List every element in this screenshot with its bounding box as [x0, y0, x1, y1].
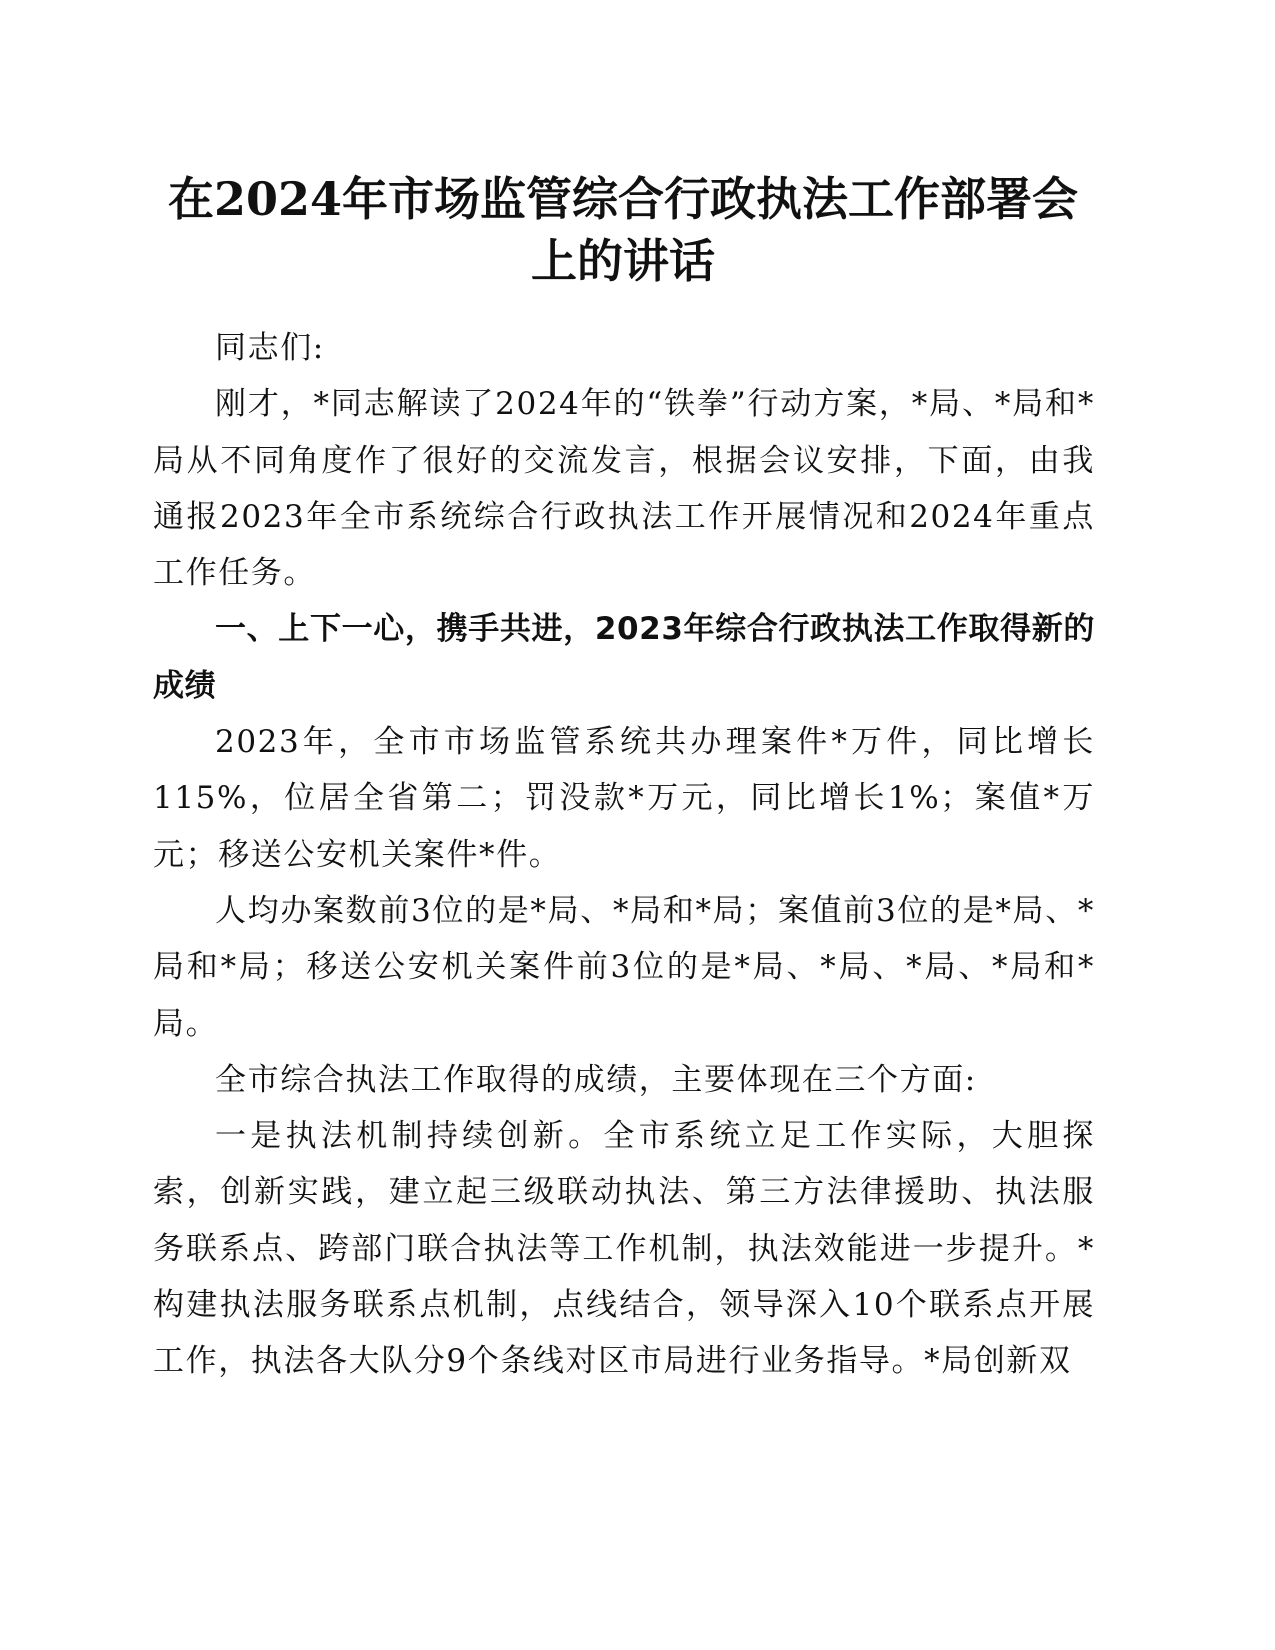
paragraph-achievements-intro: 全市综合执法工作取得的成绩，主要体现在三个方面:: [215, 1061, 977, 1098]
section-heading-1: 一、上下一心，携手共进，2023年综合行政执法工作取得新的成绩: [153, 611, 1095, 704]
document-body: [153, 320, 1095, 1390]
paragraph-intro: 刚才，*同志解读了2024年的“铁拳”行动方案，*局、*局和*局从不同角度作了很好的交流发言，根据会议安排，下面，由我通报2023年全市系统综合行政执法工作开展情况和2024年重点工作任务。: [153, 386, 1095, 592]
paragraph-salutation: 同志们:: [215, 330, 325, 366]
paragraph-rankings: 人均办案数前3位的是*局、*局和*局；案值前3位的是*局、*局和*局；移送公安机关案件前3位的是*局、*局、*局、*局和*局。: [153, 892, 1095, 1042]
paragraph-statistics: 2023年，全市市场监管系统共办理案件*万件，同比增长115%，位居全省第二；罚没款*万元，同比增长1%；案值*万元；移送公安机关案件*件。: [153, 724, 1095, 873]
document-title: 在2024年市场监管综合行政执法工作部署会上的讲话: [167, 172, 1079, 288]
paragraph-mechanism-innovation: 一是执法机制持续创新。全市系统立足工作实际，大胆探索，创新实践，建立起三级联动执法、第三方法律援助、执法服务联系点、跨部门联合执法等工作机制，执法效能进一步提升。*构建执法服务联系点机制，点线结合，领导深入10个联系点开展工作，执法各大队分9个条线对区市局进行业务指导。*局创新双: [153, 1118, 1095, 1380]
